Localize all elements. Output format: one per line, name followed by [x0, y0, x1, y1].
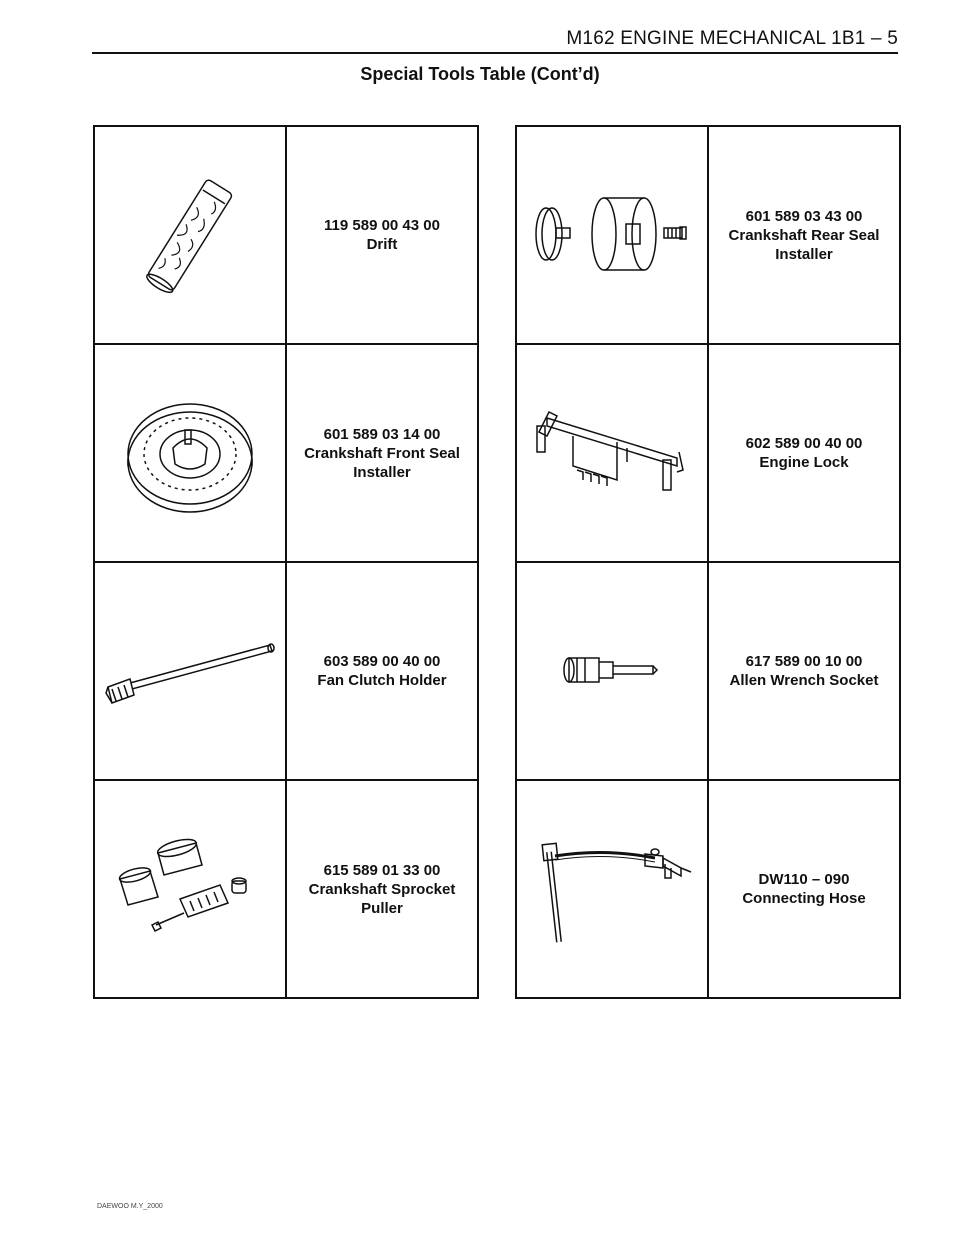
- tool-image-cell: [94, 780, 286, 998]
- tool-label-cell: [286, 780, 478, 998]
- tool-part-number: 601 589 03 14 00: [323, 425, 441, 443]
- sprocket-puller-icon: [110, 829, 270, 949]
- tool-row: [94, 562, 478, 780]
- tool-label-cell: [286, 126, 478, 344]
- tool-image-cell: [516, 126, 708, 344]
- tool-row: [516, 562, 900, 780]
- tool-row: [516, 126, 900, 344]
- tool-name-line: Fan Clutch Holder: [317, 672, 447, 689]
- tool-row: [94, 344, 478, 562]
- tool-label-cell: [708, 126, 900, 344]
- tool-row: [94, 780, 478, 998]
- tool-label-cell: [708, 780, 900, 998]
- allen-socket-icon: [557, 646, 667, 696]
- tool-name-line: Connecting Hose: [742, 890, 866, 907]
- tool-name-line: Allen Wrench Socket: [729, 672, 879, 689]
- tool-part-number: DW110 – 090: [758, 871, 850, 888]
- tool-image-cell: [94, 126, 286, 344]
- tool-part-number: 617 589 00 10 00: [745, 653, 863, 670]
- tool-image-cell: [516, 344, 708, 562]
- tool-image-cell: [516, 780, 708, 998]
- tool-part-number: 615 589 01 33 00: [323, 861, 441, 879]
- fan-clutch-holder-icon: [100, 631, 280, 711]
- tool-name-line: Crankshaft Rear Seal: [728, 226, 880, 244]
- header-rule: [92, 52, 898, 54]
- tool-image-cell: [94, 562, 286, 780]
- tool-name-line: Engine Lock: [759, 454, 849, 471]
- tool-row: [516, 780, 900, 998]
- page-title: Special Tools Table (Cont’d): [360, 64, 600, 84]
- running-header: M162 ENGINE MECHANICAL 1B1 – 5: [566, 28, 898, 49]
- tool-name-line: Crankshaft Sprocket: [308, 880, 456, 898]
- tool-name-line: Drift: [366, 236, 398, 253]
- rear-seal-installer-icon: [532, 190, 692, 280]
- tool-label-cell: [286, 562, 478, 780]
- tool-part-number: 603 589 00 40 00: [323, 653, 441, 670]
- tool-image-cell: [516, 562, 708, 780]
- tool-row: [516, 344, 900, 562]
- front-seal-installer-icon: [115, 378, 265, 528]
- tool-label-cell: [708, 344, 900, 562]
- tool-label-cell: [708, 562, 900, 780]
- footer-model-year: DAEWOO M.Y_2000: [97, 1203, 163, 1210]
- tool-image-cell: [94, 344, 286, 562]
- tools-table-left: [93, 125, 479, 999]
- tools-table-right: [515, 125, 901, 999]
- engine-lock-icon: [527, 398, 697, 508]
- tool-name-line: Installer: [353, 463, 411, 481]
- tool-name-line: Installer: [775, 245, 833, 263]
- tool-name-line: Crankshaft Front Seal: [304, 444, 460, 462]
- tool-part-number: 602 589 00 40 00: [745, 435, 863, 452]
- tool-part-number: 601 589 03 43 00: [745, 207, 863, 225]
- tool-part-number: 119 589 00 43 00: [324, 217, 440, 234]
- connecting-hose-icon: [525, 834, 700, 944]
- tool-row: [94, 126, 478, 344]
- tool-label-cell: [286, 344, 478, 562]
- drift-tool-icon: [115, 160, 265, 310]
- tool-name-line: Puller: [361, 899, 403, 917]
